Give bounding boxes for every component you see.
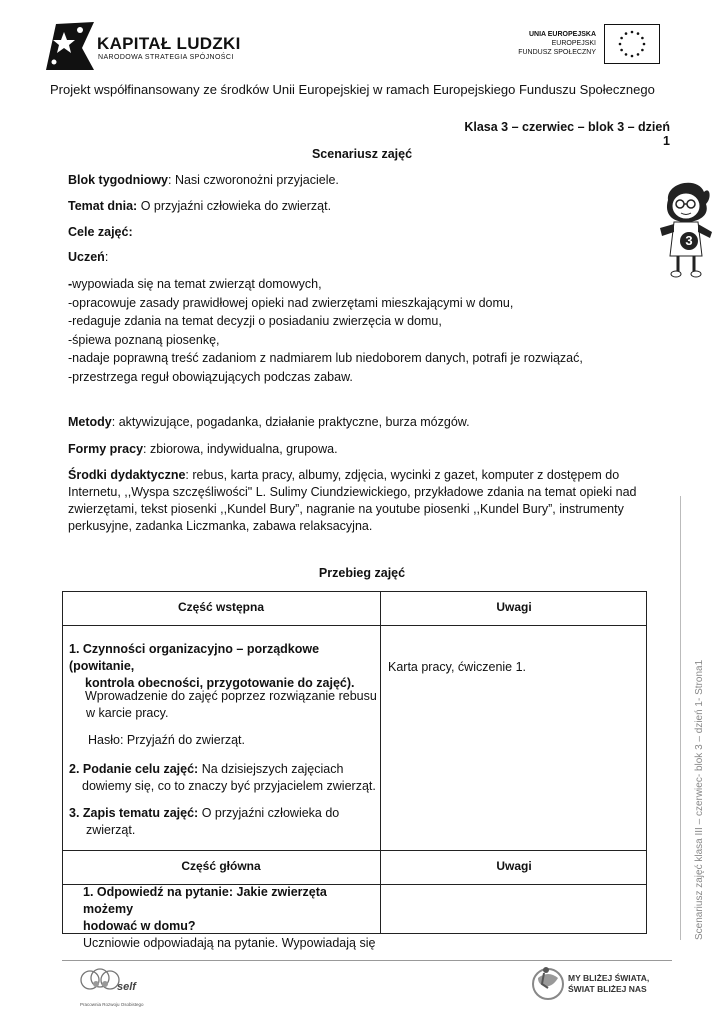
goal-text: wypowiada się na temat zwierząt domowych, [72,277,322,291]
metody-label: Metody [68,415,112,429]
blok-label: Blok tygodniowy [68,173,168,187]
eu-line-1: UNIA EUROPEJSKA [528,31,596,38]
srodki-block [68,467,658,535]
temat-value: O przyjaźni człowieka do zwierząt. [137,199,332,213]
footer-rule [62,960,672,961]
list-item: -opracowuje zasady prawidłowej opieki nad zwierzętami mieszkającymi w domu, [68,295,514,310]
item-1-sub [85,688,380,722]
self-logo-text: self [117,981,136,993]
eu-line-3: FUNDUSZ SPOŁECZNY [518,49,596,56]
item-3-value: O przyjaźni człowieka do [198,806,340,820]
metody-line [68,414,648,431]
header-uwagi: Uwagi [496,600,532,614]
item-3-label: 3. Zapis tematu zajęć: [69,806,199,820]
metody-value: : aktywizujące, pogadanka, działanie praktyczne, burza mózgów. [111,415,470,429]
item-2 [69,761,379,795]
srodki-line: : rebus, karta pracy, albumy, zdjęcia, wycinki z gazet, komputer z dostępem do [185,468,620,482]
uczen-line [68,249,108,266]
self-logo-caption: Pracownia Rozwoju Osobistego [80,1002,144,1007]
kapital-ludzki-subtitle: NARODOWA STRATEGIA SPÓJNOŚCI [98,54,234,61]
header-czesc-wstepna: Część wstępna [177,600,265,614]
temat-label: Temat dnia: [68,199,138,213]
item-3-line2: zwierząt. [86,823,136,837]
girl-mascot-icon [658,176,714,280]
kapital-ludzki-title: KAPITAŁ LUDZKI [97,34,241,53]
eu-flag-icon [604,24,660,64]
formy-line [68,441,648,458]
question-1-line: 1. Odpowiedź na pytanie: Jakie zwierzęta możemy [83,885,327,916]
footer-right-line: ŚWIAT BLIŻEJ NAS [568,984,647,994]
eu-text [480,30,596,57]
footer-right-text [568,973,649,995]
table-rule [62,625,647,626]
side-rule [680,496,681,940]
globe-logo-icon [530,964,566,1004]
item-2-value: Na dzisiejszych zajęciach [198,762,344,776]
formy-label: Formy pracy [68,442,144,456]
table-rule [62,850,647,851]
item-1-sub-line: w karcie pracy. [86,706,169,720]
temat-line [68,198,648,215]
srodki-line: perkusyjne, zadanka Liczmanka, zabawa relaksacyjna. [68,519,373,533]
formy-value: : zbiorowa, indywidualna, grupowa. [143,442,338,456]
srodki-line: Internetu, ,,Wyspa szczęśliwości" L. Sulimy Ciundziewickiego, przykładowe zdania na temat opieki nad [68,485,637,499]
cele-label: Cele zajęć: [68,225,133,239]
haslo: Hasło: Przyjaźń do zwierząt. [88,733,246,747]
uczen-colon: : [104,250,109,264]
eu-line-2: EUROPEJSKI [551,40,596,47]
list-item [68,275,648,294]
goals-list [68,275,648,387]
uwagi-karta-pracy: Karta pracy, ćwiczenie 1. [388,660,527,674]
header-czesc-glowna: Część główna [181,859,261,873]
item-1 [69,641,379,692]
doc-title: Scenariusz zajęć [311,147,413,161]
list-item: -śpiewa poznaną piosenkę, [68,332,220,347]
srodki-label: Środki dydaktyczne [68,468,186,482]
class-badge: 3 [680,232,698,250]
blok-line [68,172,648,189]
kapital-ludzki-logo-icon [42,18,98,74]
question-1 [83,884,379,952]
przebieg-title: Przebieg zajęć [318,566,406,580]
footer-right-line: MY BLIŻEJ ŚWIATA, [568,973,650,983]
question-1-line: hodować w domu? [83,919,196,933]
question-1-answer: Uczniowie odpowiadają na pytanie. Wypowiadają się [83,936,376,950]
list-item: -nadaje poprawną treść zadaniom z nadmiarem lub niedoborem danych, potrafi je rozwiązać, [68,351,583,366]
table-divider [380,591,381,934]
list-item: -redaguje zdania na temat decyzji o posiadaniu zwierzęcia w domu, [68,314,442,329]
uczen-label: Uczeń [68,250,105,264]
item-2-label: 2. Podanie celu zajęć: [69,762,199,776]
item-1-sub-line: Wprowadzenie do zajęć poprzez rozwiązanie rebusu [85,689,377,703]
project-line: Projekt współfinansowany ze środków Unii Europejskiej w ramach Europejskiego Funduszu Społecznego [50,82,655,97]
goal-dash: - [68,277,73,291]
item-1-line: 1. Czynności organizacyjno – porządkowe (powitanie, [69,642,320,673]
item-1-line: kontrola obecności, przygotowanie do zajęć). [85,676,355,690]
class-line: Klasa 3 – czerwiec – blok 3 – dzień 1 [464,120,670,148]
list-item: -przestrzega reguł obowiązujących podczas zabaw. [68,369,353,384]
item-3 [69,805,379,839]
header-uwagi-2: Uwagi [496,859,532,873]
self-logo-icon [78,964,148,1004]
srodki-line: zwierzętami, tekst piosenki ,,Kundel Bury”, nagranie na youtube piosenki ,,Kundel Bury”, instrumenty [68,502,624,516]
blok-value: : Nasi czworonożni przyjaciele. [168,173,339,187]
item-2-line2: dowiemy się, co to znaczy być przyjacielem zwierząt. [82,779,376,793]
side-vertical-text: Scenariusz zajęć klasa III – czerwiec- blok 3 – dzień 1- Strona1 [694,659,705,940]
